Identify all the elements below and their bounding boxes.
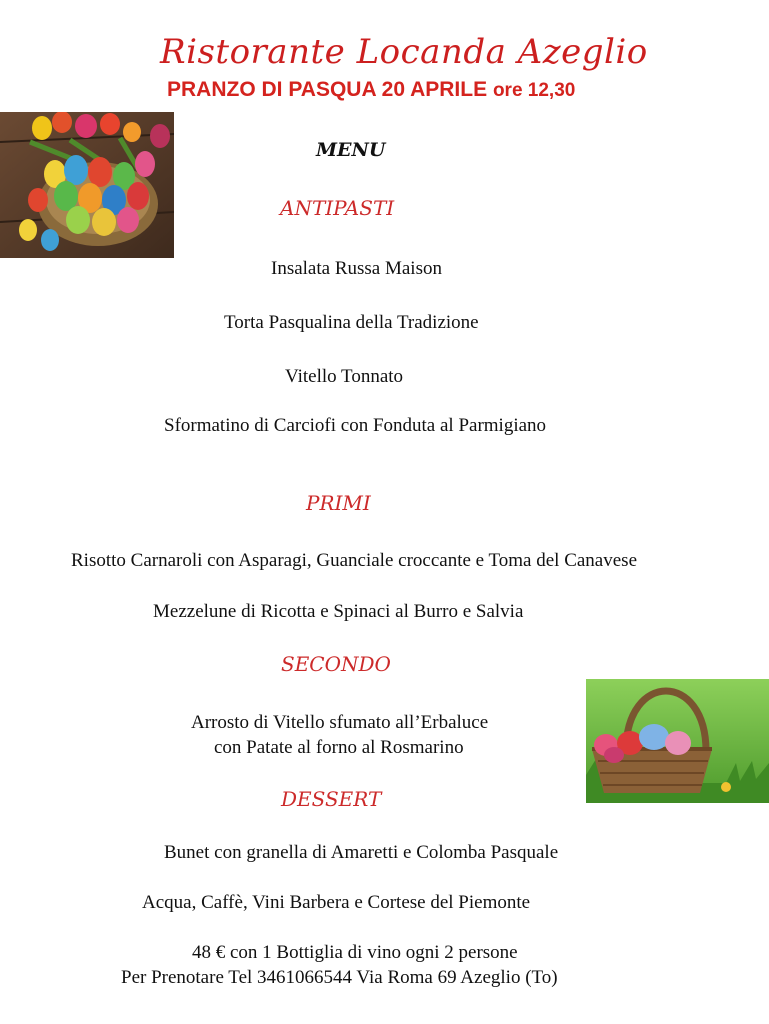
secondo-item: con Patate al forno al Rosmarino <box>214 737 464 758</box>
menu-label: MENU <box>316 139 386 161</box>
drinks-line: Acqua, Caffè, Vini Barbera e Cortese del Piemonte <box>142 892 531 913</box>
booking-line: Per Prenotare Tel 3461066544 Via Roma 69 Azeglio (To) <box>121 967 558 988</box>
primi-item: Mezzelune di Ricotta e Spinaci al Burro e Salvia <box>153 601 524 622</box>
antipasti-item: Torta Pasqualina della Tradizione <box>224 312 479 333</box>
antipasti-heading: ANTIPASTI <box>280 196 395 220</box>
dessert-heading: DESSERT <box>281 787 382 811</box>
antipasti-item: Sformatino di Carciofi con Fonduta al Parmigiano <box>164 415 547 436</box>
price-line: 48 € con 1 Bottiglia di vino ogni 2 persone <box>192 942 518 963</box>
primi-item: Risotto Carnaroli con Asparagi, Guanciale croccante e Toma del Canavese <box>71 550 638 571</box>
event-time: ore 12,30 <box>492 80 576 101</box>
secondo-heading: SECONDO <box>281 652 391 676</box>
restaurant-title: Ristorante Locanda Azeglio <box>160 32 648 72</box>
event-date: PRANZO DI PASQUA 20 APRILE <box>167 78 488 101</box>
antipasti-item: Insalata Russa Maison <box>271 258 442 279</box>
secondo-item: Arrosto di Vitello sfumato all’Erbaluce <box>191 712 489 733</box>
easter-basket-photo <box>586 679 769 803</box>
event-subtitle <box>167 78 575 102</box>
easter-eggs-photo <box>0 112 174 258</box>
primi-heading: PRIMI <box>306 491 371 515</box>
antipasti-item: Vitello Tonnato <box>285 366 404 387</box>
dessert-item: Bunet con granella di Amaretti e Colomba Pasquale <box>164 842 559 863</box>
